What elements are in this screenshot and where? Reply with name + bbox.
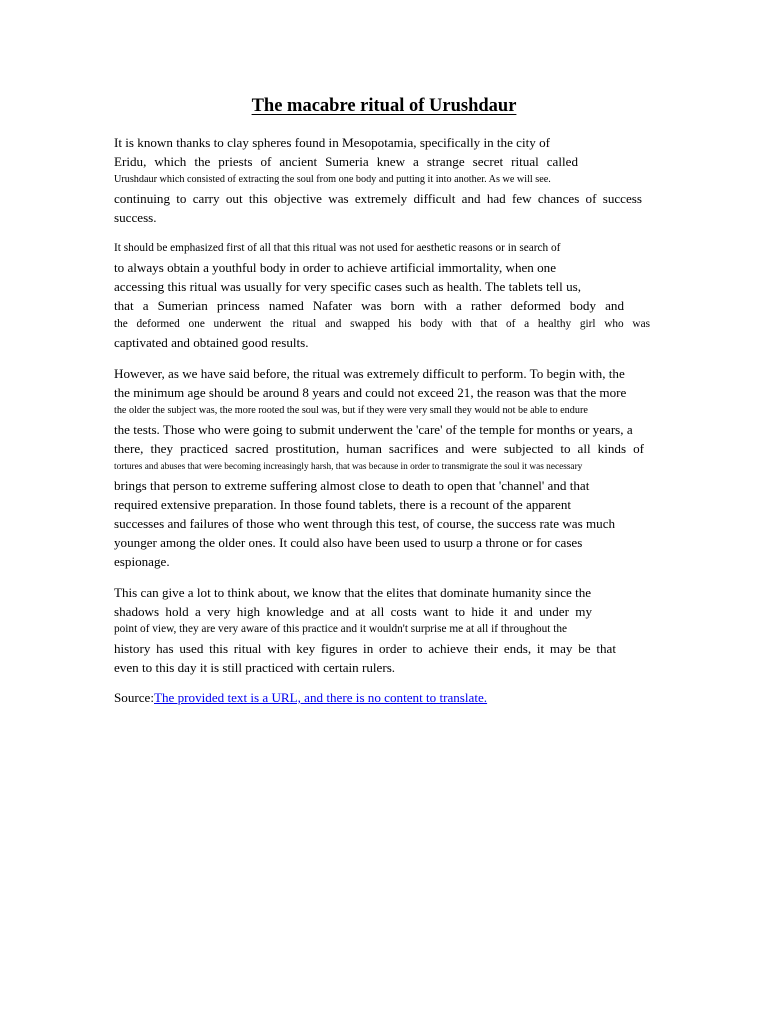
- text-line: younger among the older ones. It could also have been used to usurp a throne or for cases: [114, 535, 583, 550]
- title-text: The macabre ritual of Urushdaur: [251, 96, 517, 116]
- text-line: captivated and obtained good results.: [114, 335, 309, 350]
- text-line: to always obtain a youthful body in order to achieve artificial immortality, when one: [114, 260, 557, 275]
- text-line: It should be emphasized first of all that this ritual was not used for aesthetic reasons or in search of: [114, 242, 561, 254]
- text-line: success.: [114, 210, 157, 225]
- text-line: It is known thanks to clay spheres found in Mesopotamia, specifically in the city of: [114, 135, 551, 150]
- text-line: that a Sumerian princess named Nafater was born with a rather deformed body and: [114, 298, 624, 313]
- text-line: there, they practiced sacred prostitution, human sacrifices and were subjected to all kinds of: [114, 441, 644, 456]
- text-line: continuing to carry out this objective was extremely difficult and had few chances of success: [114, 191, 642, 206]
- text-line: history has used this ritual with key figures in order to achieve their ends, it may be that: [114, 641, 616, 656]
- text-line: tortures and abuses that were becoming increasingly harsh, that was because in order to transmigrate the soul it was necessary: [114, 462, 583, 472]
- text-line: brings that person to extreme suffering almost close to death to open that 'channel' and that: [114, 478, 590, 493]
- text-line: even to this day it is still practiced with certain rulers.: [114, 660, 396, 675]
- text-line: successes and failures of those who went through this test, of course, the success rate was much: [114, 516, 616, 531]
- source-line: [114, 689, 614, 706]
- source-label: Source:: [114, 690, 154, 705]
- text-line: the deformed one underwent the ritual and swapped his body with that of a healthy girl who was: [114, 318, 650, 330]
- text-line: the older the subject was, the more rooted the soul was, but if they were very small they would not be able to endure: [114, 405, 588, 416]
- text-line: the tests. Those who were going to submit underwent the 'care' of the temple for months or years, a: [114, 422, 633, 437]
- text-line: shadows hold a very high knowledge and at all costs want to hide it and under my: [114, 604, 592, 619]
- document-title: [0, 95, 768, 117]
- source-link[interactable]: The provided text is a URL, and there is no content to translate.: [154, 690, 488, 705]
- text-line: point of view, they are very aware of this practice and it wouldn't surprise me at all if throughout the: [114, 623, 568, 635]
- text-line: This can give a lot to think about, we know that the elites that dominate humanity since the: [114, 585, 592, 600]
- text-line: espionage.: [114, 554, 170, 569]
- text-line: Urushdaur which consisted of extracting the soul from one body and putting it into another. As we will see.: [114, 174, 551, 185]
- text-line: required extensive preparation. In those found tablets, there is a recount of the apparent: [114, 497, 572, 512]
- text-line: Eridu, which the priests of ancient Sumeria knew a strange secret ritual called: [114, 154, 578, 169]
- text-line: However, as we have said before, the ritual was extremely difficult to perform. To begin with, the: [114, 366, 625, 381]
- text-line: the minimum age should be around 8 years and could not exceed 21, the reason was that the more: [114, 385, 627, 400]
- text-line: accessing this ritual was usually for very specific cases such as health. The tablets tell us,: [114, 279, 581, 294]
